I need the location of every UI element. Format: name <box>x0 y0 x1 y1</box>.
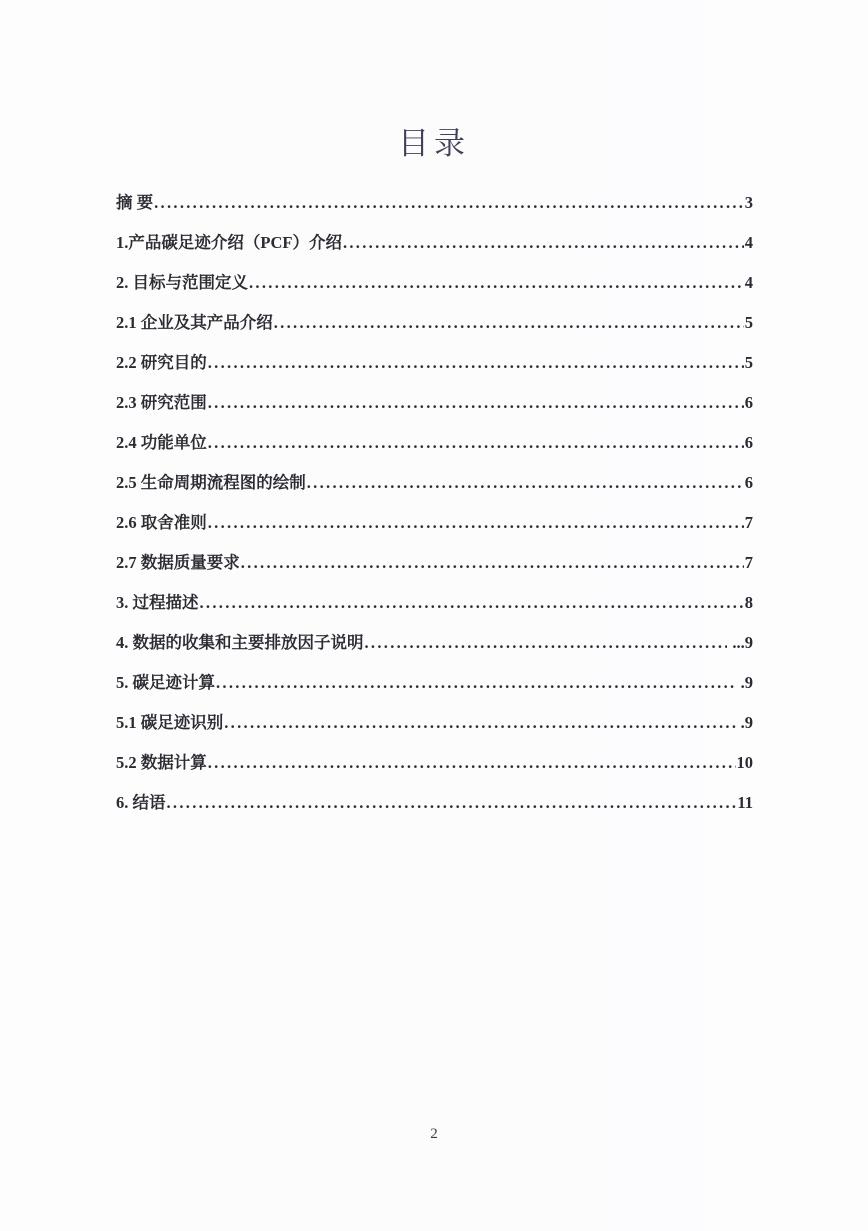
toc-entry-label: 5. 碳足迹计算 <box>116 673 215 692</box>
dot-leader <box>365 623 728 663</box>
toc-entry <box>116 783 753 823</box>
dot-leader <box>274 303 744 343</box>
toc-entry-page: 7 <box>744 513 753 532</box>
toc-entry-label: 2.6 取舍准则 <box>116 513 207 532</box>
dot-leader <box>208 423 744 463</box>
toc-entry <box>116 583 753 623</box>
toc-entry-page: 8 <box>744 593 753 612</box>
toc-entry-page: 7 <box>744 553 753 572</box>
dot-leader <box>200 583 744 623</box>
toc-entry-label: 1.产品碳足迹介绍（PCF）介绍 <box>116 233 342 252</box>
toc-entry-label: 2.1 企业及其产品介绍 <box>116 313 273 332</box>
toc-title: 目录 <box>398 126 470 161</box>
dot-leader <box>249 263 744 303</box>
dot-leader <box>208 503 744 543</box>
toc-entry-page: 5 <box>744 313 753 332</box>
toc-entry-page: ...9 <box>728 633 753 652</box>
toc-entry-page: 11 <box>737 793 753 812</box>
page-number: 2 <box>430 1126 438 1142</box>
toc-entry <box>116 623 753 663</box>
toc-entry-label: 2.3 研究范围 <box>116 393 207 412</box>
toc-entry-label: 5.1 碳足迹识别 <box>116 713 224 732</box>
toc-entry <box>116 703 753 743</box>
toc-entry-page: .9 <box>736 713 753 732</box>
toc-entry-label: 3. 过程描述 <box>116 593 199 612</box>
toc-entry <box>116 183 753 223</box>
toc-entry-label: 2.5 生命周期流程图的绘制 <box>116 473 306 492</box>
dot-leader <box>208 383 744 423</box>
toc-entry <box>116 543 753 583</box>
toc-entry-page: 6 <box>744 433 753 452</box>
dot-leader <box>241 543 744 583</box>
toc-entry-page: 3 <box>744 193 753 212</box>
toc-entry <box>116 383 753 423</box>
dot-leader <box>216 663 736 703</box>
toc-entry-page: .9 <box>736 673 753 692</box>
toc-entry-label: 2.7 数据质量要求 <box>116 553 240 572</box>
toc-entry-page: 6 <box>744 473 753 492</box>
toc-entry <box>116 463 753 503</box>
toc-entry-label: 2. 目标与范围定义 <box>116 273 248 292</box>
dot-leader <box>167 783 737 823</box>
toc-entry-label: 摘 要 <box>116 193 154 212</box>
dot-leader <box>224 703 735 743</box>
toc-list <box>116 183 753 823</box>
dot-leader <box>307 463 744 503</box>
toc-entry <box>116 663 753 703</box>
toc-entry-page: 4 <box>744 273 753 292</box>
dot-leader <box>343 223 744 263</box>
toc-entry-label: 2.4 功能单位 <box>116 433 207 452</box>
toc-entry <box>116 303 753 343</box>
toc-entry-label: 5.2 数据计算 <box>116 753 207 772</box>
dot-leader <box>208 343 744 383</box>
toc-entry-page: 10 <box>736 753 753 772</box>
toc-entry <box>116 263 753 303</box>
toc-entry <box>116 223 753 263</box>
toc-entry <box>116 423 753 463</box>
toc-entry <box>116 743 753 783</box>
toc-entry-page: 6 <box>744 393 753 412</box>
toc-entry-page: 4 <box>744 233 753 252</box>
dot-leader <box>208 743 736 783</box>
toc-entry <box>116 503 753 543</box>
toc-entry-label: 6. 结语 <box>116 793 166 812</box>
toc-entry-label: 2.2 研究目的 <box>116 353 207 372</box>
toc-entry <box>116 343 753 383</box>
toc-entry-label: 4. 数据的收集和主要排放因子说明 <box>116 633 364 652</box>
toc-entry-page: 5 <box>744 353 753 372</box>
dot-leader <box>154 183 744 223</box>
